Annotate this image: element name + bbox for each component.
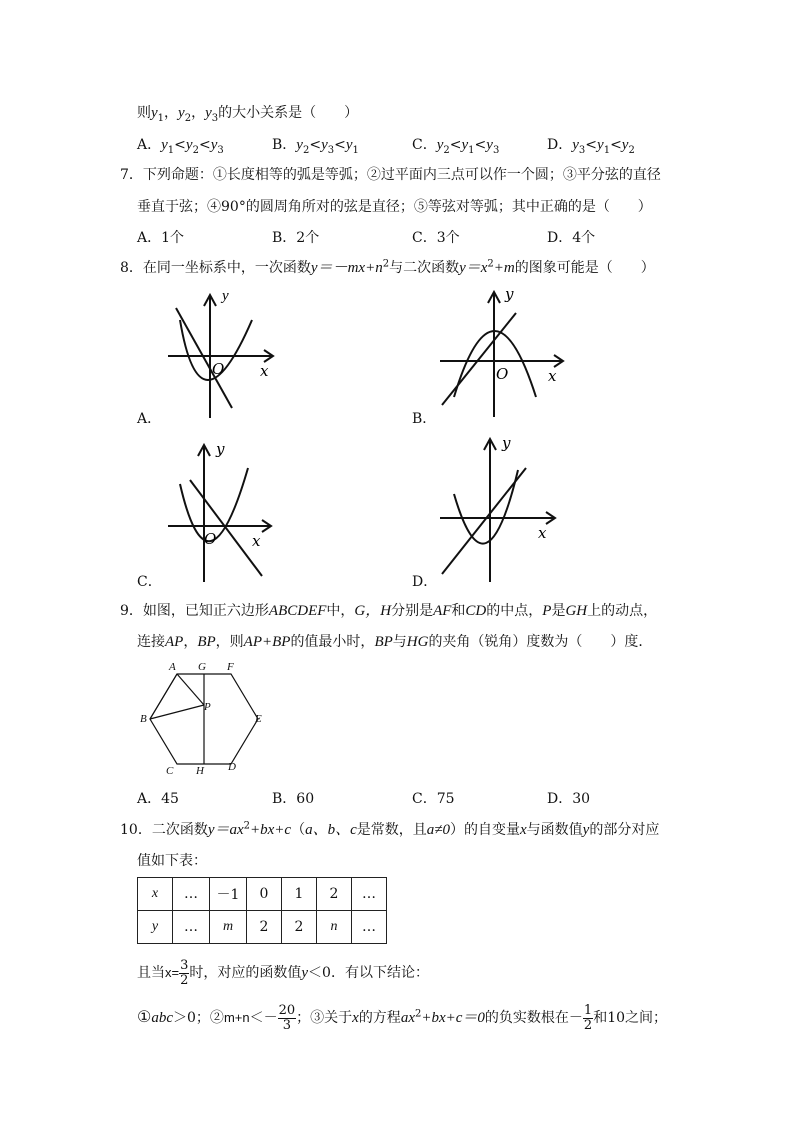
q7-option-a: A．1个 [137,230,185,246]
q7-option-b: B．2个 [272,230,320,246]
table-cell: y [138,911,173,944]
origin-label: O [212,360,225,378]
q10-conclusions: ①abc＞0；②m+n＜－ $\frac{20}{3}$ ；③关于x的方程$ax^2+bx+c=0$的负实数根在－ $\frac{1}{2}$ 和10之间； [137,1002,668,1033]
point-e-label: E [255,713,262,725]
q9-option-a: A．45 [137,791,179,807]
q9-option-d: D．30 [547,791,591,807]
q8-label-b: B． [412,411,437,427]
fraction-1-2: $\frac{1}{2}$ [583,1002,593,1033]
table-row [138,911,387,944]
graph-b [430,285,570,420]
point-f-label: F [227,661,234,673]
q9-option-c: C．75 [412,791,455,807]
origin-label: O [204,530,217,548]
table-cell: … [173,878,210,911]
parabola [454,470,518,544]
q7-line2: 垂直于弦；④90°的圆周角所对的弦是直径；⑤等弦对等弧；其中正确的是（ ） [137,199,652,215]
hexagon-figure [136,660,266,780]
table-cell: … [173,911,210,944]
table-cell: x [138,878,173,911]
graph-d [440,434,560,584]
q6-stem: 则$y_1$，$y_2$，$y_3$的大小关系是（ ） [137,105,359,124]
y-label: y [222,288,229,304]
graph-c [160,440,280,585]
fraction-3-2: $\frac{3}{2}$ [180,957,189,988]
point-g-label: G [198,661,206,673]
point-p-label: P [204,701,211,713]
point-b-label: B [140,713,147,725]
q7-option-c: C．3个 [412,230,460,246]
x-label: x [260,362,269,380]
table-cell: －1 [210,878,247,911]
q10-line1: 10．二次函数$y=ax^2+bx+c(a$、b、c是常数，且a≠0）的自变量x与函数值y的部分对应 [120,820,660,838]
point-d-label: D [228,761,236,773]
table-cell: 2 [247,911,282,944]
q8-label-a: A． [137,411,162,427]
q10-condition: 且当x= $\frac{3}{2}$ 时，对应的函数值y＜0．有以下结论： [137,957,429,988]
graph-a [160,290,280,420]
segment-ap [177,674,204,705]
point-c-label: C [166,765,174,777]
y-label: y [505,285,514,303]
table-cell: … [352,878,387,911]
q6-option-c: C．$y_2<y_1<y_3$ [412,137,500,156]
table-cell: m [210,911,247,944]
x-label: x [538,524,547,542]
q6-option-b: B．$y_2<y_3<y_1$ [272,137,359,156]
table-row [138,878,387,911]
q6-option-d: D．$y_3<y_1<y_2$ [547,137,635,156]
q8-stem: 8．在同一坐标系中，一次函数$y=-mx+n^2$与二次函数$y=x^2+m$的图象可能是（ ） [120,258,655,276]
q9-option-b: B．60 [272,791,315,807]
y-label: y [216,440,225,458]
x-label: x [548,367,557,385]
line [176,308,232,408]
y-label: y [502,434,511,452]
q9-line1: 9．如图，已知正六边形ABCDEF中，G，H分别是AF和CD的中点，P是GH上的动点， [120,603,658,619]
table-cell: 2 [282,911,317,944]
line [190,480,262,576]
q6-option-a: A．$y_1<y_2<y_3$ [137,137,224,156]
table-cell: 2 [317,878,352,911]
fraction-20-3: $\frac{20}{3}$ [278,1002,296,1033]
q9-line2: 连接AP，BP，则AP+BP的值最小时，BP与HG的夹角（锐角）度数为（ ）度． [137,634,653,650]
point-a-label: A [169,661,176,673]
table-cell: … [352,911,387,944]
x-label: x [252,532,261,550]
line [442,313,516,405]
q8-label-d: D． [412,574,438,590]
point-h-label: H [196,765,204,777]
table-cell: 1 [282,878,317,911]
q10-line2: 值如下表： [137,853,207,869]
value-table [137,877,387,944]
q7-option-d: D．4个 [547,230,596,246]
line [442,468,526,574]
q7-line1: 7．下列命题：①长度相等的弧是等弧；②过平面内三点可以作一个圆；③平分弦的直径 [120,167,661,183]
table-cell: 0 [247,878,282,911]
table-cell: n [317,911,352,944]
segment-bp [150,705,204,719]
origin-label: O [496,365,509,383]
q8-label-c: C． [137,574,162,590]
